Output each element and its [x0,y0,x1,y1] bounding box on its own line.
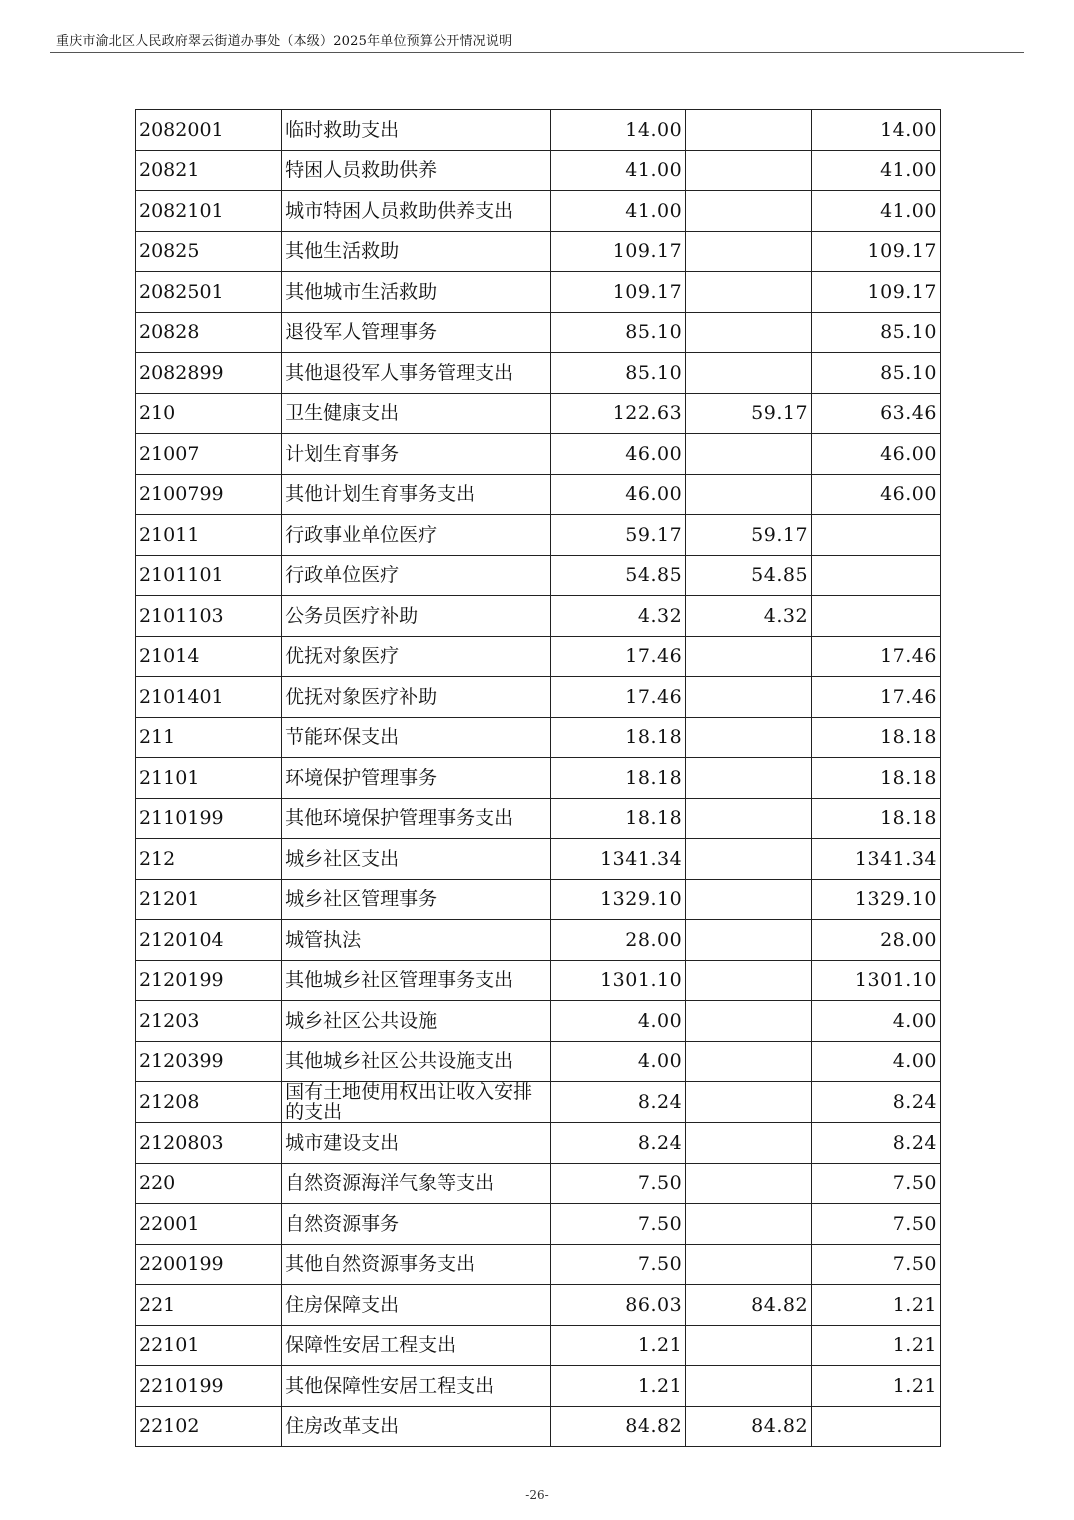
name-cell: 优抚对象医疗补助 [282,677,551,718]
table-row [136,1001,941,1042]
name-cell: 住房保障支出 [282,1285,551,1326]
total-cell: 1341.34 [551,839,686,880]
project-cell: 41.00 [812,150,941,191]
table-row [136,231,941,272]
project-cell: 18.18 [812,758,941,799]
code-cell: 2082001 [136,110,282,151]
total-cell: 7.50 [551,1163,686,1204]
code-cell: 2120199 [136,960,282,1001]
total-cell: 7.50 [551,1204,686,1245]
basic-cell [686,960,812,1001]
project-cell: 85.10 [812,312,941,353]
name-cell: 住房改革支出 [282,1406,551,1447]
project-cell: 63.46 [812,393,941,434]
total-cell: 46.00 [551,434,686,475]
total-cell: 14.00 [551,110,686,151]
basic-cell [686,1325,812,1366]
basic-cell [686,191,812,232]
project-cell: 7.50 [812,1204,941,1245]
name-cell: 城乡社区管理事务 [282,879,551,920]
project-cell: 7.50 [812,1244,941,1285]
code-cell: 220 [136,1163,282,1204]
name-cell: 卫生健康支出 [282,393,551,434]
table-row [136,920,941,961]
basic-cell: 4.32 [686,596,812,637]
basic-cell [686,717,812,758]
basic-cell [686,839,812,880]
total-cell: 59.17 [551,515,686,556]
code-cell: 210 [136,393,282,434]
project-cell: 1.21 [812,1366,941,1407]
name-cell: 城市建设支出 [282,1123,551,1164]
name-cell: 其他退役军人事务管理支出 [282,353,551,394]
project-cell: 1341.34 [812,839,941,880]
total-cell: 1329.10 [551,879,686,920]
basic-cell [686,150,812,191]
basic-cell [686,636,812,677]
code-cell: 2200199 [136,1244,282,1285]
name-cell: 其他生活救助 [282,231,551,272]
total-cell: 18.18 [551,798,686,839]
table-row [136,596,941,637]
name-cell: 城乡社区公共设施 [282,1001,551,1042]
project-cell: 4.00 [812,1001,941,1042]
project-cell: 1301.10 [812,960,941,1001]
project-cell: 46.00 [812,434,941,475]
project-cell [812,1406,941,1447]
code-cell: 20825 [136,231,282,272]
total-cell: 41.00 [551,150,686,191]
name-cell: 其他城市生活救助 [282,272,551,313]
table-row [136,1406,941,1447]
code-cell: 21007 [136,434,282,475]
code-cell: 22102 [136,1406,282,1447]
name-cell: 其他城乡社区管理事务支出 [282,960,551,1001]
total-cell: 18.18 [551,717,686,758]
basic-cell [686,920,812,961]
basic-cell [686,231,812,272]
name-cell: 城市特困人员救助供养支出 [282,191,551,232]
budget-table [135,109,941,1447]
project-cell: 1.21 [812,1285,941,1326]
table-row [136,879,941,920]
basic-cell [686,1244,812,1285]
name-cell: 其他计划生育事务支出 [282,474,551,515]
code-cell: 2082101 [136,191,282,232]
code-cell: 21201 [136,879,282,920]
name-cell: 自然资源海洋气象等支出 [282,1163,551,1204]
table-row [136,1285,941,1326]
name-cell: 其他自然资源事务支出 [282,1244,551,1285]
total-cell: 46.00 [551,474,686,515]
total-cell: 28.00 [551,920,686,961]
name-cell: 特困人员救助供养 [282,150,551,191]
total-cell: 122.63 [551,393,686,434]
code-cell: 22101 [136,1325,282,1366]
total-cell: 54.85 [551,555,686,596]
project-cell: 8.24 [812,1123,941,1164]
code-cell: 21203 [136,1001,282,1042]
project-cell: 7.50 [812,1163,941,1204]
basic-cell [686,879,812,920]
basic-cell [686,758,812,799]
table-row [136,1366,941,1407]
total-cell: 41.00 [551,191,686,232]
basic-cell: 84.82 [686,1406,812,1447]
basic-cell [686,1082,812,1123]
table-row [136,312,941,353]
basic-cell: 84.82 [686,1285,812,1326]
table-row [136,636,941,677]
table-row [136,191,941,232]
name-cell: 自然资源事务 [282,1204,551,1245]
code-cell: 21014 [136,636,282,677]
total-cell: 17.46 [551,636,686,677]
table-row [136,1244,941,1285]
table-row [136,1082,941,1123]
total-cell: 1.21 [551,1325,686,1366]
name-cell: 临时救助支出 [282,110,551,151]
basic-cell [686,798,812,839]
page-number: -26- [525,1488,549,1502]
basic-cell [686,1041,812,1082]
basic-cell [686,1204,812,1245]
code-cell: 2101401 [136,677,282,718]
total-cell: 109.17 [551,231,686,272]
total-cell: 7.50 [551,1244,686,1285]
table-row [136,555,941,596]
code-cell: 2110199 [136,798,282,839]
table-row [136,798,941,839]
total-cell: 84.82 [551,1406,686,1447]
name-cell: 其他城乡社区公共设施支出 [282,1041,551,1082]
name-cell: 保障性安居工程支出 [282,1325,551,1366]
total-cell: 8.24 [551,1082,686,1123]
basic-cell: 59.17 [686,393,812,434]
code-cell: 21208 [136,1082,282,1123]
table-row [136,717,941,758]
code-cell: 20821 [136,150,282,191]
name-cell: 环境保护管理事务 [282,758,551,799]
table-row [136,1204,941,1245]
name-cell: 计划生育事务 [282,434,551,475]
basic-cell [686,1366,812,1407]
name-cell: 行政单位医疗 [282,555,551,596]
basic-cell [686,434,812,475]
basic-cell [686,353,812,394]
name-cell: 国有土地使用权出让收入安排的支出 [282,1082,551,1123]
code-cell: 21011 [136,515,282,556]
project-cell [812,555,941,596]
project-cell: 14.00 [812,110,941,151]
table-row [136,1123,941,1164]
project-cell: 1329.10 [812,879,941,920]
code-cell: 2210199 [136,1366,282,1407]
basic-cell: 59.17 [686,515,812,556]
project-cell: 17.46 [812,677,941,718]
name-cell: 行政事业单位医疗 [282,515,551,556]
name-cell: 节能环保支出 [282,717,551,758]
table-row [136,110,941,151]
total-cell: 4.00 [551,1041,686,1082]
code-cell: 2100799 [136,474,282,515]
table-row [136,1325,941,1366]
total-cell: 86.03 [551,1285,686,1326]
code-cell: 221 [136,1285,282,1326]
project-cell: 18.18 [812,717,941,758]
table-row [136,677,941,718]
basic-cell [686,272,812,313]
name-cell: 城乡社区支出 [282,839,551,880]
project-cell: 109.17 [812,231,941,272]
total-cell: 1.21 [551,1366,686,1407]
project-cell: 85.10 [812,353,941,394]
table-row [136,474,941,515]
table-row [136,960,941,1001]
code-cell: 211 [136,717,282,758]
total-cell: 85.10 [551,312,686,353]
basic-cell [686,1001,812,1042]
table-row [136,758,941,799]
project-cell: 28.00 [812,920,941,961]
table-row [136,434,941,475]
code-cell: 20828 [136,312,282,353]
name-cell: 退役军人管理事务 [282,312,551,353]
total-cell: 4.00 [551,1001,686,1042]
table-row [136,515,941,556]
code-cell: 21101 [136,758,282,799]
table-row [136,839,941,880]
table-row [136,272,941,313]
table-row [136,353,941,394]
table-row [136,393,941,434]
basic-cell [686,1163,812,1204]
basic-cell: 54.85 [686,555,812,596]
total-cell: 109.17 [551,272,686,313]
code-cell: 22001 [136,1204,282,1245]
header-divider [50,52,1024,53]
project-cell: 8.24 [812,1082,941,1123]
project-cell: 18.18 [812,798,941,839]
project-cell: 46.00 [812,474,941,515]
name-cell: 公务员医疗补助 [282,596,551,637]
table-row [136,1163,941,1204]
project-cell [812,515,941,556]
project-cell [812,596,941,637]
table-row [136,1041,941,1082]
project-cell: 1.21 [812,1325,941,1366]
project-cell: 17.46 [812,636,941,677]
code-cell: 2082501 [136,272,282,313]
table-row [136,150,941,191]
project-cell: 109.17 [812,272,941,313]
total-cell: 85.10 [551,353,686,394]
project-cell: 4.00 [812,1041,941,1082]
project-cell: 41.00 [812,191,941,232]
code-cell: 2082899 [136,353,282,394]
basic-cell [686,110,812,151]
name-cell: 其他环境保护管理事务支出 [282,798,551,839]
code-cell: 212 [136,839,282,880]
total-cell: 17.46 [551,677,686,718]
basic-cell [686,1123,812,1164]
code-cell: 2120104 [136,920,282,961]
name-cell: 优抚对象医疗 [282,636,551,677]
code-cell: 2120399 [136,1041,282,1082]
code-cell: 2120803 [136,1123,282,1164]
total-cell: 18.18 [551,758,686,799]
code-cell: 2101103 [136,596,282,637]
total-cell: 1301.10 [551,960,686,1001]
code-cell: 2101101 [136,555,282,596]
total-cell: 8.24 [551,1123,686,1164]
document-header: 重庆市渝北区人民政府翠云街道办事处（本级）2025年单位预算公开情况说明 [56,34,513,49]
total-cell: 4.32 [551,596,686,637]
basic-cell [686,677,812,718]
name-cell: 城管执法 [282,920,551,961]
name-cell: 其他保障性安居工程支出 [282,1366,551,1407]
basic-cell [686,312,812,353]
basic-cell [686,474,812,515]
